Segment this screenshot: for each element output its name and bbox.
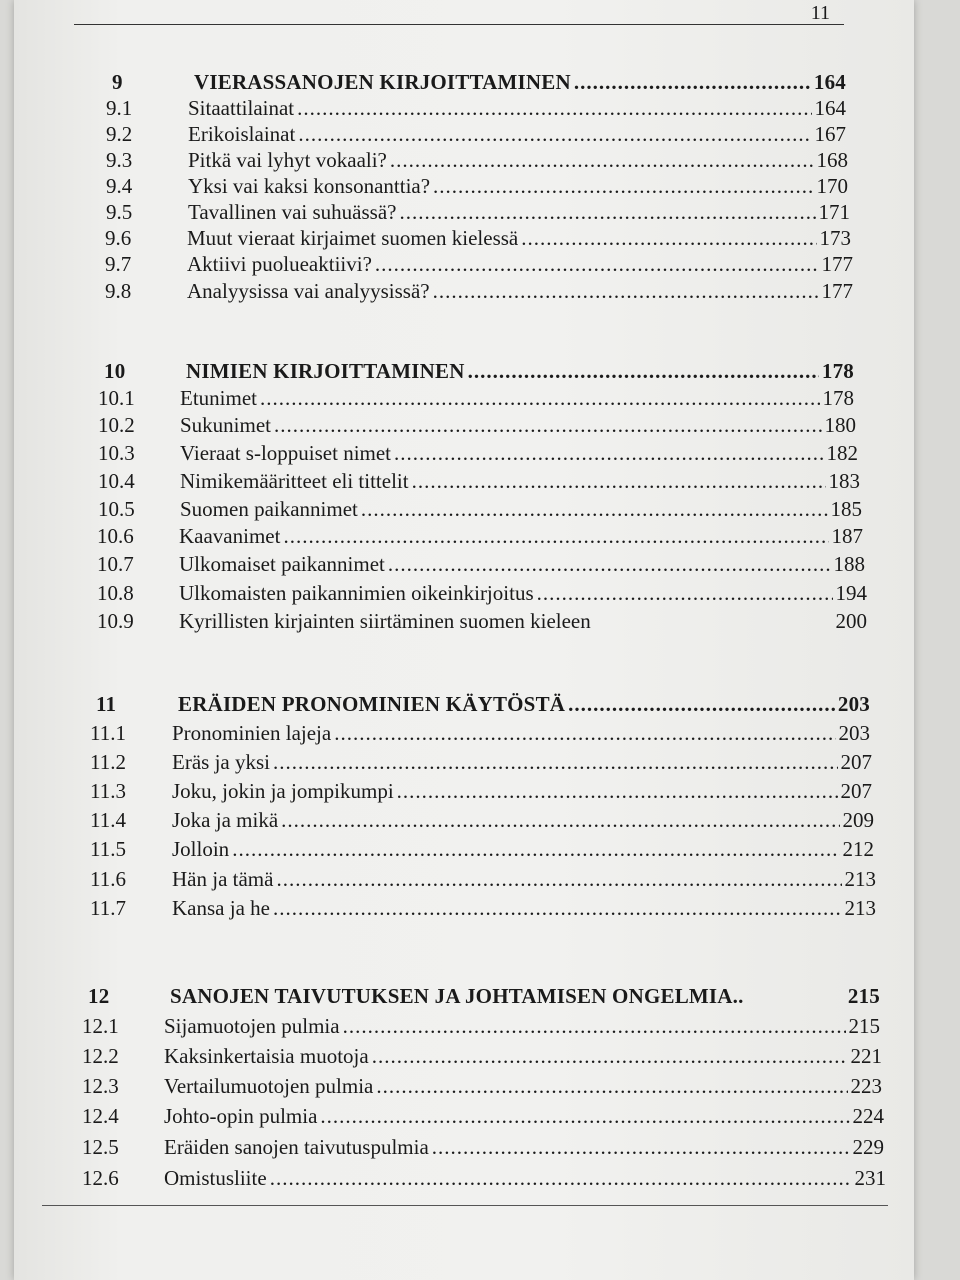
- entry-title: Muut vieraat kirjaimet suomen kielessä: [187, 226, 519, 250]
- entry-page: 213: [844, 867, 876, 891]
- dot-leader: [298, 121, 811, 147]
- entry-title: Ulkomaiset paikannimet: [179, 552, 385, 576]
- entry-title: Vertailumuotojen pulmia: [164, 1074, 374, 1098]
- entry-title: Vieraat s-loppuiset nimet: [180, 441, 392, 465]
- toc-entry-11-2: [90, 749, 872, 775]
- chapter-title: ERÄIDEN PRONOMINIEN KÄYTÖSTÄ: [178, 692, 566, 716]
- dot-leader: [281, 807, 839, 833]
- entry-page: 194: [835, 581, 867, 605]
- entry-page: 178: [822, 386, 854, 410]
- entry-page: 164: [814, 96, 846, 120]
- entry-page: 168: [816, 148, 848, 172]
- toc-entry-9-5: [106, 199, 850, 225]
- entry-page: 188: [833, 552, 865, 576]
- dot-leader: [273, 749, 838, 775]
- toc-entry-10-1: [98, 385, 854, 411]
- dot-leader: [375, 251, 819, 277]
- toc-entry-12-3: [82, 1073, 882, 1099]
- entry-title: Sukunimet: [180, 413, 272, 437]
- entry-number: 10.7: [97, 552, 134, 576]
- entry-title: Tavallinen vai suhuässä?: [188, 200, 397, 224]
- entry-page: 215: [848, 1014, 880, 1038]
- entry-number: 12.4: [82, 1104, 119, 1128]
- toc-entry-9-2: [106, 121, 846, 147]
- entry-page: 221: [850, 1044, 882, 1068]
- dot-leader: [274, 412, 821, 438]
- entry-page: 224: [852, 1104, 884, 1128]
- entry-title: Omistusliite: [164, 1166, 267, 1190]
- toc-entry-11-6: [90, 866, 876, 892]
- dot-leader: [397, 778, 838, 804]
- chapter-number: 12: [88, 984, 110, 1008]
- dot-leader: [334, 720, 835, 746]
- entry-title: Jolloin: [172, 837, 230, 861]
- entry-page: 182: [826, 441, 858, 465]
- dot-leader: [521, 225, 816, 251]
- toc-entry-9-7: [105, 251, 853, 277]
- dot-leader: [388, 551, 831, 577]
- toc-entry-10-3: [98, 440, 858, 466]
- toc-chapter-9: [106, 69, 846, 95]
- chapter-page: 203: [837, 692, 870, 716]
- entry-number: 10.1: [98, 386, 135, 410]
- entry-title: Ulkomaisten paikannimien oikeinkirjoitus: [179, 581, 534, 605]
- dot-leader: [568, 691, 835, 717]
- toc-entry-12-6: [82, 1165, 886, 1191]
- dot-leader: [433, 173, 813, 199]
- entry-title: Hän ja tämä: [172, 867, 274, 891]
- dot-leader: [399, 199, 815, 225]
- chapter-number: 10: [104, 359, 126, 383]
- entry-page: 171: [818, 200, 850, 224]
- toc-entry-10-8: [97, 580, 867, 606]
- entry-title: Joku, jokin ja jompikumpi: [172, 779, 394, 803]
- entry-number: 12.3: [82, 1074, 119, 1098]
- book-page: [14, 0, 914, 1280]
- entry-title: Sijamuotojen pulmia: [164, 1014, 340, 1038]
- chapter-title: SANOJEN TAIVUTUKSEN JA JOHTAMISEN ONGELMIA..: [170, 984, 744, 1008]
- toc-entry-12-2: [82, 1043, 882, 1069]
- entry-number: 9.6: [105, 226, 132, 250]
- entry-page: 167: [814, 122, 846, 146]
- dot-leader: [537, 580, 833, 606]
- entry-page: 231: [854, 1166, 886, 1190]
- entry-page: 209: [842, 808, 874, 832]
- dot-leader: [376, 1073, 847, 1099]
- toc-entry-10-9: [97, 608, 867, 634]
- entry-number: 11.5: [90, 837, 126, 861]
- entry-number: 9.8: [105, 279, 132, 303]
- page-number: 11: [810, 2, 830, 24]
- toc-entry-9-8: [105, 278, 853, 304]
- toc-entry-10-6: [97, 523, 863, 549]
- entry-number: 10.4: [98, 469, 135, 493]
- entry-page: 187: [831, 524, 863, 548]
- entry-number: 10.5: [98, 497, 135, 521]
- toc-entry-11-5: [90, 836, 874, 862]
- dot-leader: [433, 278, 819, 304]
- entry-title: Suomen paikannimet: [180, 497, 358, 521]
- entry-number: 11.7: [90, 896, 126, 920]
- entry-number: 11.3: [90, 779, 126, 803]
- entry-page: 203: [838, 721, 870, 745]
- chapter-page: 215: [847, 984, 880, 1008]
- entry-number: 10.3: [98, 441, 135, 465]
- entry-page: 212: [842, 837, 874, 861]
- entry-title: Joka ja mikä: [172, 808, 279, 832]
- toc-entry-12-4: [82, 1103, 884, 1129]
- entry-page: 180: [824, 413, 856, 437]
- entry-page: 200: [835, 609, 867, 633]
- toc-entry-12-5: [82, 1134, 884, 1160]
- entry-title: Nimikemääritteet eli tittelit: [180, 469, 409, 493]
- entry-page: 207: [840, 779, 872, 803]
- entry-page: 173: [819, 226, 851, 250]
- entry-title: Sitaattilainat: [188, 96, 295, 120]
- dot-leader: [343, 1013, 846, 1039]
- entry-title: Eräs ja yksi: [172, 750, 270, 774]
- entry-number: 10.9: [97, 609, 134, 633]
- entry-number: 12.2: [82, 1044, 119, 1068]
- entry-number: 10.2: [98, 413, 135, 437]
- entry-number: 9.3: [106, 148, 133, 172]
- entry-title: Kaksinkertaisia muotoja: [164, 1044, 369, 1068]
- dot-leader: [432, 1134, 850, 1160]
- dot-leader: [260, 385, 820, 411]
- dot-leader: [232, 836, 839, 862]
- header-rule: [74, 24, 844, 25]
- entry-title: Kaavanimet: [179, 524, 281, 548]
- chapter-page: 178: [821, 359, 854, 383]
- entry-page: 170: [816, 174, 848, 198]
- entry-title: Analyysissa vai analyysissä?: [187, 279, 430, 303]
- entry-title: Pronominien lajeja: [172, 721, 332, 745]
- toc-entry-10-5: [98, 496, 862, 522]
- dot-leader: [276, 866, 841, 892]
- toc-entry-9-4: [106, 173, 848, 199]
- entry-number: 9.2: [106, 122, 133, 146]
- entry-title: Kansa ja he: [172, 896, 270, 920]
- dot-leader: [320, 1103, 849, 1129]
- toc-entry-9-3: [106, 147, 848, 173]
- entry-number: 12.1: [82, 1014, 119, 1038]
- toc-chapter-11: [90, 691, 870, 717]
- entry-title: Kyrillisten kirjainten siirtäminen suomen kieleen: [179, 609, 591, 633]
- entry-title: Johto-opin pulmia: [164, 1104, 318, 1128]
- toc-chapter-10: [98, 358, 854, 384]
- dot-leader: [468, 358, 819, 384]
- chapter-title: NIMIEN KIRJOITTAMINEN: [186, 359, 465, 383]
- toc-entry-11-4: [90, 807, 874, 833]
- entry-number: 9.5: [106, 200, 133, 224]
- entry-number: 9.7: [105, 252, 132, 276]
- chapter-number: 11: [96, 692, 117, 716]
- toc-chapter-12: [82, 983, 880, 1009]
- dot-leader: [283, 523, 828, 549]
- toc-entry-12-1: [82, 1013, 880, 1039]
- adjacent-page-edge: [0, 30, 14, 280]
- entry-title: Etunimet: [180, 386, 257, 410]
- entry-number: 11.2: [90, 750, 126, 774]
- footer-rule: [42, 1205, 888, 1206]
- entry-title: Yksi vai kaksi konsonanttia?: [188, 174, 431, 198]
- entry-number: 11.6: [90, 867, 126, 891]
- entry-page: 177: [821, 252, 853, 276]
- entry-number: 10.8: [97, 581, 134, 605]
- dot-leader: [394, 440, 823, 466]
- toc-entry-10-2: [98, 412, 856, 438]
- entry-page: 223: [850, 1074, 882, 1098]
- dot-leader: [412, 468, 826, 494]
- entry-number: 12.6: [82, 1166, 119, 1190]
- entry-title: Erikoislainat: [188, 122, 296, 146]
- entry-number: 9.4: [106, 174, 133, 198]
- entry-page: 207: [840, 750, 872, 774]
- chapter-number: 9: [112, 70, 123, 94]
- entry-number: 9.1: [106, 96, 133, 120]
- entry-page: 185: [830, 497, 862, 521]
- entry-title: Pitkä vai lyhyt vokaali?: [188, 148, 387, 172]
- entry-page: 229: [852, 1135, 884, 1159]
- dot-leader: [390, 147, 814, 173]
- dot-leader: [270, 1165, 852, 1191]
- chapter-page: 164: [813, 70, 846, 94]
- toc-entry-10-7: [97, 551, 865, 577]
- dot-leader: [273, 895, 842, 921]
- entry-page: 213: [844, 896, 876, 920]
- chapter-title: VIERASSANOJEN KIRJOITTAMINEN: [194, 70, 571, 94]
- entry-number: 10.6: [97, 524, 134, 548]
- entry-number: 11.1: [90, 721, 126, 745]
- toc-entry-11-1: [90, 720, 870, 746]
- dot-leader: [361, 496, 828, 522]
- toc-entry-9-6: [105, 225, 851, 251]
- toc-entry-9-1: [106, 95, 846, 121]
- dot-leader: [372, 1043, 848, 1069]
- entry-title: Eräiden sanojen taivutuspulmia: [164, 1135, 429, 1159]
- dot-leader: [297, 95, 811, 121]
- dot-leader: [574, 69, 811, 95]
- toc-entry-10-4: [98, 468, 860, 494]
- entry-number: 12.5: [82, 1135, 119, 1159]
- entry-number: 11.4: [90, 808, 126, 832]
- toc-entry-11-3: [90, 778, 872, 804]
- entry-page: 177: [821, 279, 853, 303]
- toc-entry-11-7: [90, 895, 876, 921]
- entry-page: 183: [828, 469, 860, 493]
- entry-title: Aktiivi puolueaktiivi?: [187, 252, 372, 276]
